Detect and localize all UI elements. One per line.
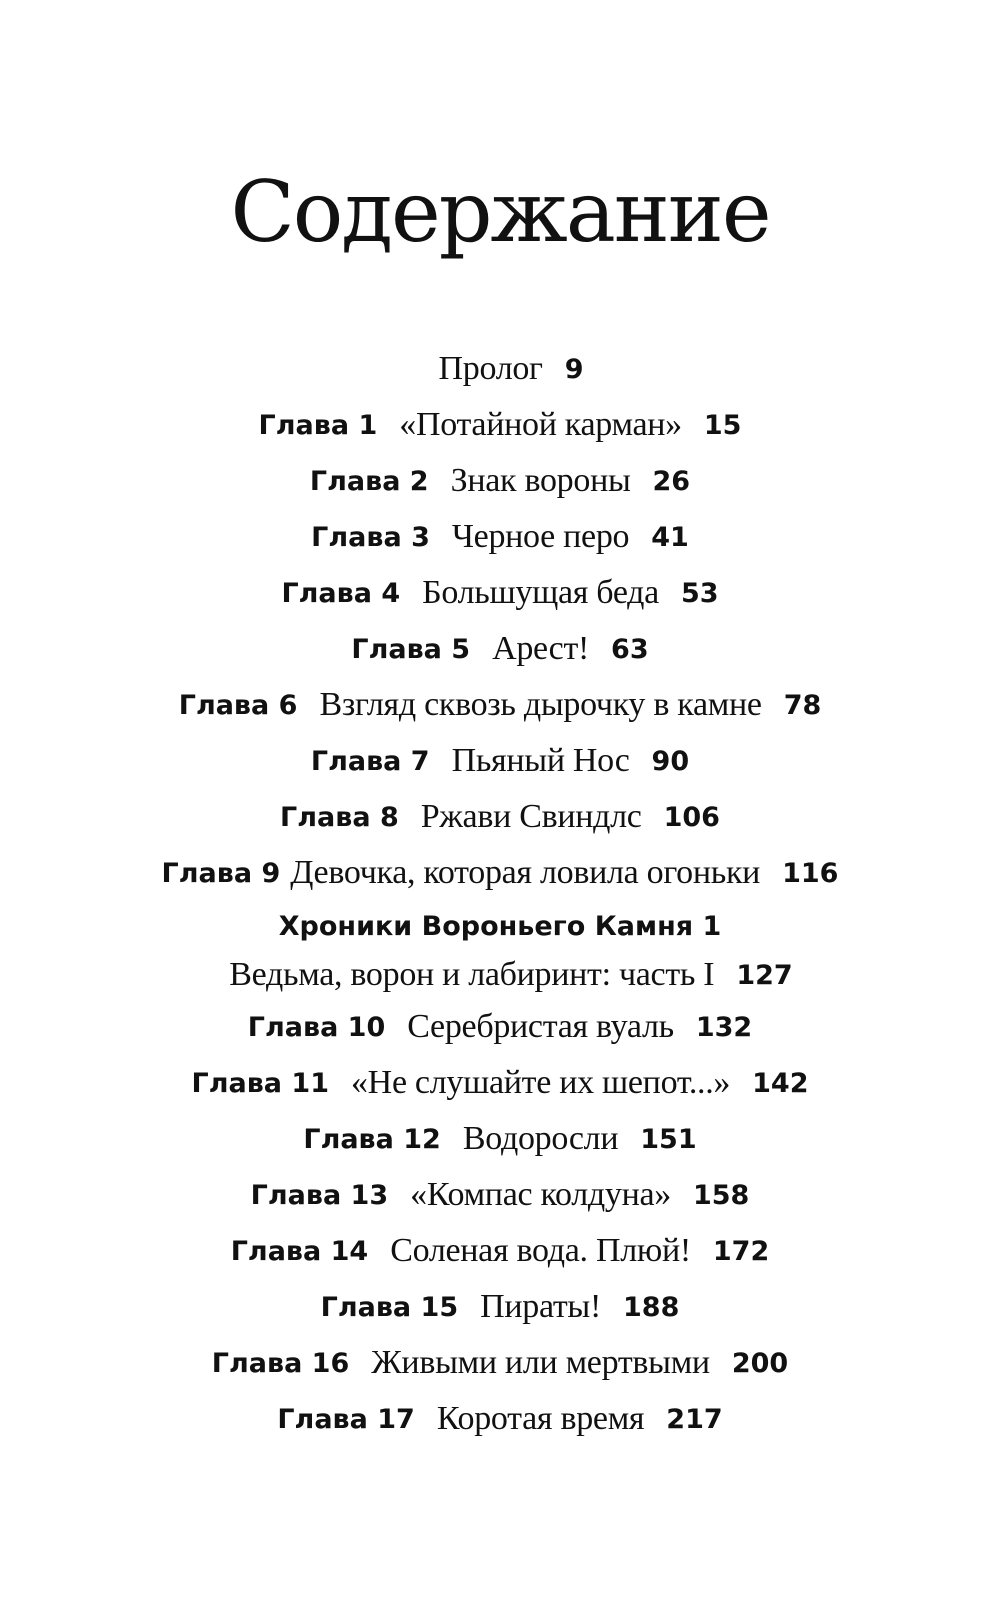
entry-page-number: 78 — [783, 689, 822, 721]
toc-entry-chronicles-1 — [0, 901, 1000, 999]
toc-entry-chapter-7 — [0, 733, 1000, 789]
chapter-label: Глава 8 — [280, 801, 399, 833]
entry-title: Арест! — [492, 630, 590, 667]
chapter-label: Глава 13 — [250, 1179, 389, 1211]
table-of-contents — [0, 341, 1000, 1447]
entry-title: Пролог — [438, 350, 543, 387]
toc-entry-chapter-6 — [0, 677, 1000, 733]
chapter-label: Глава 12 — [303, 1123, 441, 1155]
entry-page-number: 158 — [692, 1179, 750, 1211]
entry-page-number: 127 — [736, 959, 793, 991]
chapter-label: Глава 4 — [281, 577, 401, 609]
entry-title: Девочка, которая ловила огоньки — [290, 854, 761, 891]
chapter-label: Глава 1 — [258, 409, 378, 441]
entry-page-number: 90 — [651, 745, 690, 777]
chapter-label: Глава 11 — [191, 1067, 329, 1099]
toc-entry-chapter-9 — [0, 845, 1000, 901]
entry-page-number: 200 — [731, 1347, 789, 1379]
chapter-label: Глава 9 — [161, 857, 281, 889]
chapter-label: Глава 7 — [310, 745, 430, 777]
entry-title: «Не слушайте их шепот...» — [350, 1064, 731, 1101]
entry-title: «Компас колдуна» — [410, 1176, 671, 1213]
chapter-label: Глава 2 — [309, 465, 429, 497]
page-title: Содержание — [230, 163, 770, 261]
chapter-label: Глава 10 — [247, 1011, 386, 1043]
chronicles-heading-line — [279, 901, 722, 951]
entry-page-number: 41 — [651, 521, 689, 553]
entry-title: Ржави Свиндлс — [420, 798, 642, 835]
entry-title: Взгляд сквозь дырочку в камне — [319, 686, 762, 723]
entry-title: Знак вороны — [450, 462, 631, 499]
toc-entry-chapter-8 — [0, 789, 1000, 845]
entry-title: Пираты! — [480, 1288, 601, 1325]
entry-page-number: 9 — [564, 353, 584, 385]
toc-entry-chapter-3 — [0, 509, 1000, 565]
toc-entry-chapter-16 — [0, 1335, 1000, 1391]
chapter-label: Глава 17 — [277, 1403, 415, 1435]
toc-entry-chapter-4 — [0, 565, 1000, 621]
toc-entry-chapter-17 — [0, 1391, 1000, 1447]
entry-page-number: 217 — [666, 1403, 723, 1435]
chronicles-title-line — [207, 951, 792, 999]
toc-entry-chapter-5 — [0, 621, 1000, 677]
entry-page-number: 53 — [680, 577, 719, 609]
entry-page-number: 132 — [695, 1011, 753, 1043]
chapter-label: Глава 14 — [230, 1235, 369, 1267]
toc-entry-chapter-12 — [0, 1111, 1000, 1167]
entry-page-number: 172 — [712, 1235, 770, 1267]
chapter-label: Глава 3 — [311, 521, 430, 553]
entry-title: Пьяный Нос — [451, 742, 630, 779]
chapter-label: Глава 5 — [351, 633, 471, 665]
entry-page-number: 151 — [640, 1123, 697, 1155]
entry-title: «Потайной карман» — [399, 406, 682, 443]
entry-title: Водоросли — [462, 1120, 619, 1157]
entry-title: Ведьма, ворон и лабиринт: часть I — [229, 956, 715, 993]
entry-title: Живыми или мертвыми — [371, 1344, 710, 1381]
toc-entry-prologue — [0, 341, 1000, 397]
section-label: Хроники Вороньего Камня 1 — [278, 910, 722, 942]
toc-entry-chapter-14 — [0, 1223, 1000, 1279]
chapter-label: Глава 16 — [211, 1347, 350, 1379]
entry-title: Большущая беда — [422, 574, 659, 611]
entry-page-number: 106 — [663, 801, 720, 833]
chapter-label: Глава 15 — [320, 1291, 459, 1323]
entry-page-number: 15 — [703, 409, 742, 441]
entry-page-number: 26 — [652, 465, 691, 497]
entry-page-number: 188 — [623, 1291, 680, 1323]
toc-entry-chapter-13 — [0, 1167, 1000, 1223]
entry-page-number: 142 — [752, 1067, 809, 1099]
chapter-label: Глава 6 — [178, 689, 298, 721]
entry-title: Соленая вода. Плюй! — [390, 1232, 691, 1269]
entry-title: Черное перо — [451, 518, 630, 555]
entry-title: Коротая время — [436, 1400, 645, 1437]
toc-entry-chapter-2 — [0, 453, 1000, 509]
entry-title: Серебристая вуаль — [407, 1008, 674, 1045]
toc-entry-chapter-11 — [0, 1055, 1000, 1111]
toc-entry-chapter-1 — [0, 397, 1000, 453]
entry-page-number: 116 — [782, 857, 839, 889]
entry-page-number: 63 — [611, 633, 649, 665]
toc-entry-chapter-10 — [0, 999, 1000, 1055]
toc-entry-chapter-15 — [0, 1279, 1000, 1335]
